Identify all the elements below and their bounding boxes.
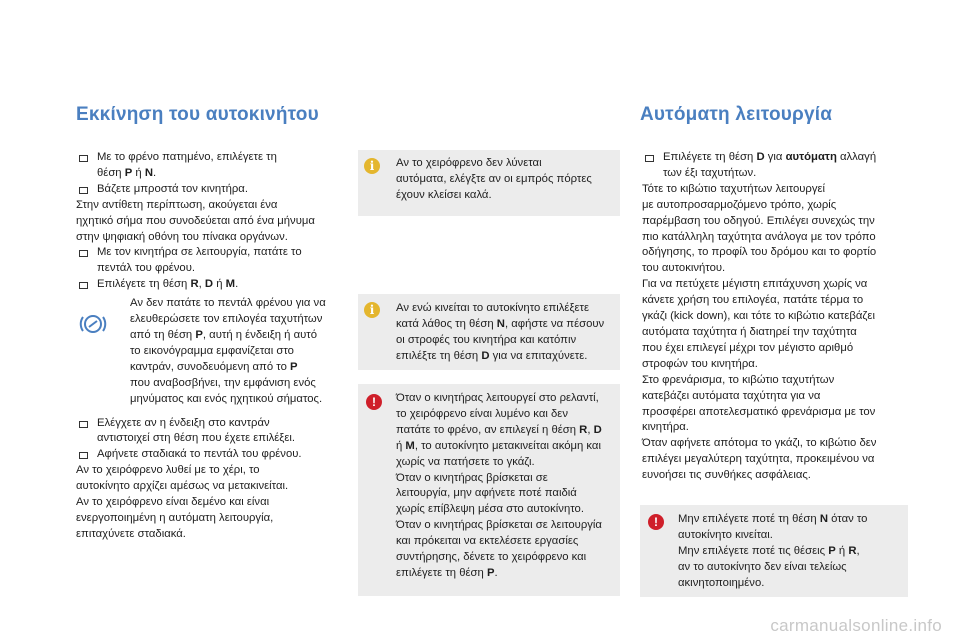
section-title-starting: Εκκίνηση του αυτοκινήτου [76,104,319,125]
bullet-brake-select: Με το φρένο πατημένο, επιλέγετε τη θέση P ή N. [76,150,344,182]
warning-box-neutral-text: Μην επιλέγετε ποτέ τη θέση N όταν το αυτοκίνητο κινείται. Μην επιλέγετε ποτέ τις θέσεις P ή R, αν το αυτοκίνητο δεν είναι τελείως ακινητοποιημένο. [678,513,868,589]
left-column [76,150,344,543]
paragraph-otherwise: Στην αντίθετη περίπτωση, ακούγεται ένα ηχητικό σήμα που συνοδεύεται από ένα μήνυμα στην ψηφιακή οθόνη του πίνακα οργάνων. [76,198,315,243]
warning-icon: ! [366,394,382,410]
bullet-select-d: Επιλέγετε τη θέση D για αυτόματη αλλαγή των έξι ταχυτήτων. [642,150,910,182]
watermark: carmanualsonline.info [770,616,942,635]
brake-pedal-warning-icon [79,310,107,338]
info-icon: i [364,302,380,318]
info-box-handbrake-text: Αν το χειρόφρενο δεν λύνεται αυτόματα, ελέγξτε αν οι εμπρός πόρτες έχουν κλείσει καλά. [396,157,592,201]
bullet-start-engine: Βάζετε μπροστά τον κινητήρα. [76,182,344,198]
paragraph-handbrake: Αν το χειρόφρενο λυθεί με το χέρι, το αυτοκίνητο αρχίζει αμέσως να μετακινείται. Αν το χειρόφρενο είναι δεμένο και είναι ενεργοποιημένη η αυτόματη λειτουργία, επιταχύνετε σταδιακά. [76,464,289,540]
right-column [642,150,910,484]
warning-box-idle-text: Όταν ο κινητήρας λειτουργεί στο ρελαντί, το χειρόφρενο είναι λυμένο και δεν πατάτε το φρένο, αν επιλεγεί η θέση R, D ή M, το αυτοκίνητο μετακινείται ακόμη και χωρίς να πατήσετε το γκάζι. Όταν ο κινητήρας βρίσκεται σε λειτουργία, μην αφήνετε ποτέ παιδιά χωρίς επίβλεψη μέσα στο αυτοκίνητο. Όταν ο κινητήρας βρίσκεται σε λειτουργία και πρόκειται να εκτελέσετε εργασίες συντήρησης, δένετε το χειρόφρενο και επιλέγετε τη θέση P. [396,392,602,579]
section-title-automatic-mode: Αυτόματη λειτουργία [640,104,833,125]
bullet-press-pedal: Με τον κινητήρα σε λειτουργία, πατάτε το πεντάλ του φρένου. [76,245,344,277]
info-icon: i [364,158,380,174]
pedal-note: Αν δεν πατάτε το πεντάλ φρένου για να ελευθερώσετε τον επιλογέα ταχυτήτων από τη θέση P, αυτή η ένδειξη ή αυτό το εικονόγραμμα εμφανίζεται στο καντράν, συνοδευόμενη από το P που αναβοσβήνει, την εμφάνιση ενός μηνύματος και ενός ηχητικού σήματος. [130,297,326,405]
bullet-release-brake: Αφήνετε σταδιακά το πεντάλ του φρένου. [76,447,344,463]
bullet-check-indication: Ελέγχετε αν η ένδειξη στο καντράν αντιστοιχεί στη θέση που έχετε επιλέξει. [76,416,344,448]
warning-icon: ! [648,514,664,530]
info-box-neutral-text: Αν ενώ κινείται το αυτοκίνητο επιλέξετε κατά λάθος τη θέση N, αφήστε να πέσουν οι στροφές του κινητήρα και κατόπιν επιλέξτε τη θέση D για να επιταχύνετε. [396,302,605,362]
bullet-select-position: Επιλέγετε τη θέση R, D ή M. [76,277,344,293]
paragraph-automatic: Τότε το κιβώτιο ταχυτήτων λειτουργεί με αυτοπροσαρμοζόμενο τρόπο, χωρίς παρέμβαση του οδηγού. Επιλέγει συνεχώς την πιο κατάλληλη ταχύτητα ανάλογα με τον τρόπο οδήγησης, το προφίλ του δρόμου και το φορτίο του αυτοκινήτου. Για να πετύχετε μέγιστη επιτάχυνση χωρίς να κάνετε χρήση του επιλογέα, πατάτε τέρμα το γκάζι (kick down), και τότε το κιβώτιο κατεβάζει αυτόματα ταχύτητα ή διατηρεί την ταχύτητα που έχει επιλεγεί μέχρι τον μέγιστο αριθμό στροφών του κινητήρα. Στο φρενάρισμα, το κιβώτιο ταχυτήτων κατεβάζει αυτόματα ταχύτητα για να προσφέρει αποτελεσματικό φρενάρισμα με τον κινητήρα. Όταν αφήνετε απότομα το γκάζι, το κιβώτιο δεν επιλέγει μεγαλύτερη ταχύτητα, προκειμένου να ευνοήσει τις συνθήκες ασφάλειας. [642,182,877,482]
